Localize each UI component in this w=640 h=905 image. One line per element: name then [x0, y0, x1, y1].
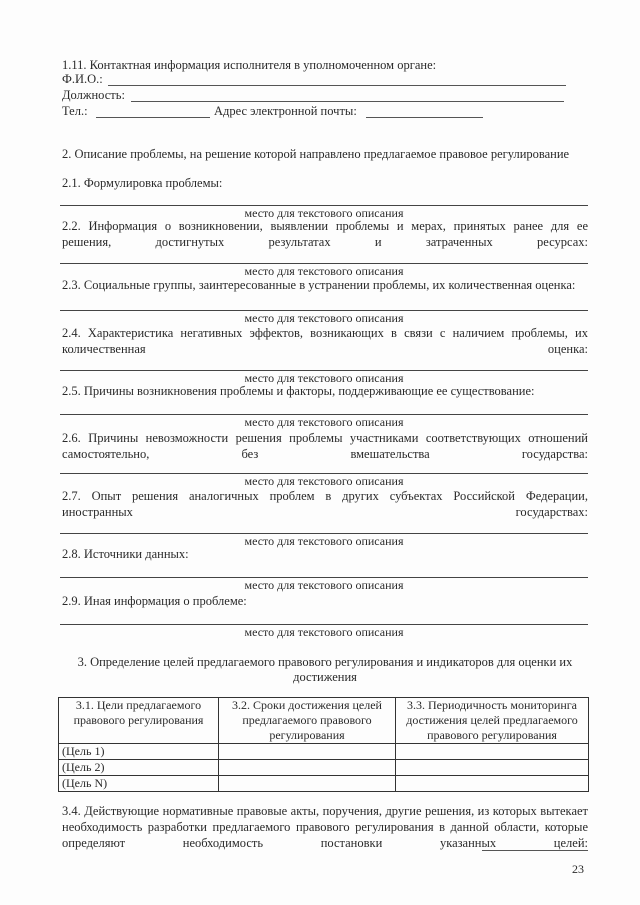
table-row [59, 776, 589, 792]
header-monitoring: 3.3. Периодичность мониторинга достижения целей предлагаемого правового регулирования [396, 698, 589, 744]
email-blank [366, 117, 483, 118]
goals-table [58, 697, 589, 792]
position-blank [131, 101, 564, 102]
p25-placeholder: место для текстового описания [244, 415, 404, 429]
p21-placeholder: место для текстового описания [244, 206, 404, 220]
position-label: Должность: [62, 88, 125, 102]
email-label: Адрес электронной почты: [214, 104, 357, 118]
p28-label: 2.8. Источники данных: [62, 547, 189, 561]
p23-placeholder: место для текстового описания [244, 311, 404, 325]
p25-label: 2.5. Причины возникновения проблемы и факторы, поддерживающие ее существование: [62, 384, 535, 398]
p22-label: 2.2. Информация о возникновении, выявлении проблемы и мерах, принятых ранее для ее решения, достигнутых результатах и затраченных ресурсах: [62, 219, 588, 249]
table-row [59, 744, 589, 760]
phone-label: Тел.: [62, 104, 88, 118]
section3-heading-line2: достижения [293, 670, 357, 684]
p34-blank [482, 850, 588, 851]
p34-label: 3.4. Действующие нормативные правовые акты, поручения, другие решения, из которых вытекает необходимость разработки предлагаемого правового регулирования в данной области, которые определяют необходимость постановки указанных целей: [62, 804, 588, 850]
deadline-cell [219, 776, 396, 792]
deadline-cell [219, 744, 396, 760]
monitoring-cell [396, 760, 589, 776]
p29-placeholder: место для текстового описания [244, 625, 404, 639]
fio-blank [108, 85, 566, 86]
p21-label: 2.1. Формулировка проблемы: [62, 176, 223, 190]
p24-placeholder: место для текстового описания [244, 371, 404, 385]
p23-label: 2.3. Социальные группы, заинтересованные в устранении проблемы, их количественная оценка: [62, 278, 576, 292]
deadline-cell [219, 760, 396, 776]
p29-label: 2.9. Иная информация о проблеме: [62, 594, 247, 608]
p27-label: 2.7. Опыт решения аналогичных проблем в других субъектах Российской Федерации, иностранных государствах: [62, 489, 588, 519]
goal-cell: (Цель 2) [59, 760, 219, 776]
section2-heading: 2. Описание проблемы, на решение которой направлено предлагаемое правовое регулирование [62, 147, 570, 161]
table-header-row [59, 698, 589, 744]
p24-label: 2.4. Характеристика негативных эффектов, возникающих в связи с наличием проблемы, их количественная оценка: [62, 326, 588, 356]
p27-placeholder: место для текстового описания [244, 534, 404, 548]
table-row [59, 760, 589, 776]
p26-placeholder: место для текстового описания [244, 474, 404, 488]
header-goals: 3.1. Цели предлагаемого правового регулирования [59, 698, 219, 744]
monitoring-cell [396, 744, 589, 760]
page-number: 23 [572, 862, 584, 876]
fio-label: Ф.И.О.: [62, 72, 103, 86]
contact-heading: 1.11. Контактная информация исполнителя в уполномоченном органе: [62, 58, 437, 72]
monitoring-cell [396, 776, 589, 792]
phone-blank [96, 117, 210, 118]
p22-placeholder: место для текстового описания [244, 264, 404, 278]
goal-cell: (Цель N) [59, 776, 219, 792]
p28-placeholder: место для текстового описания [244, 578, 404, 592]
header-deadlines: 3.2. Сроки достижения целей предлагаемого правового регулирования [219, 698, 396, 744]
p26-label: 2.6. Причины невозможности решения проблемы участниками соответствующих отношений самостоятельно, без вмешательства государства: [62, 431, 588, 461]
goal-cell: (Цель 1) [59, 744, 219, 760]
section3-heading-line1: 3. Определение целей предлагаемого правового регулирования и индикаторов для оценки их [77, 655, 573, 669]
